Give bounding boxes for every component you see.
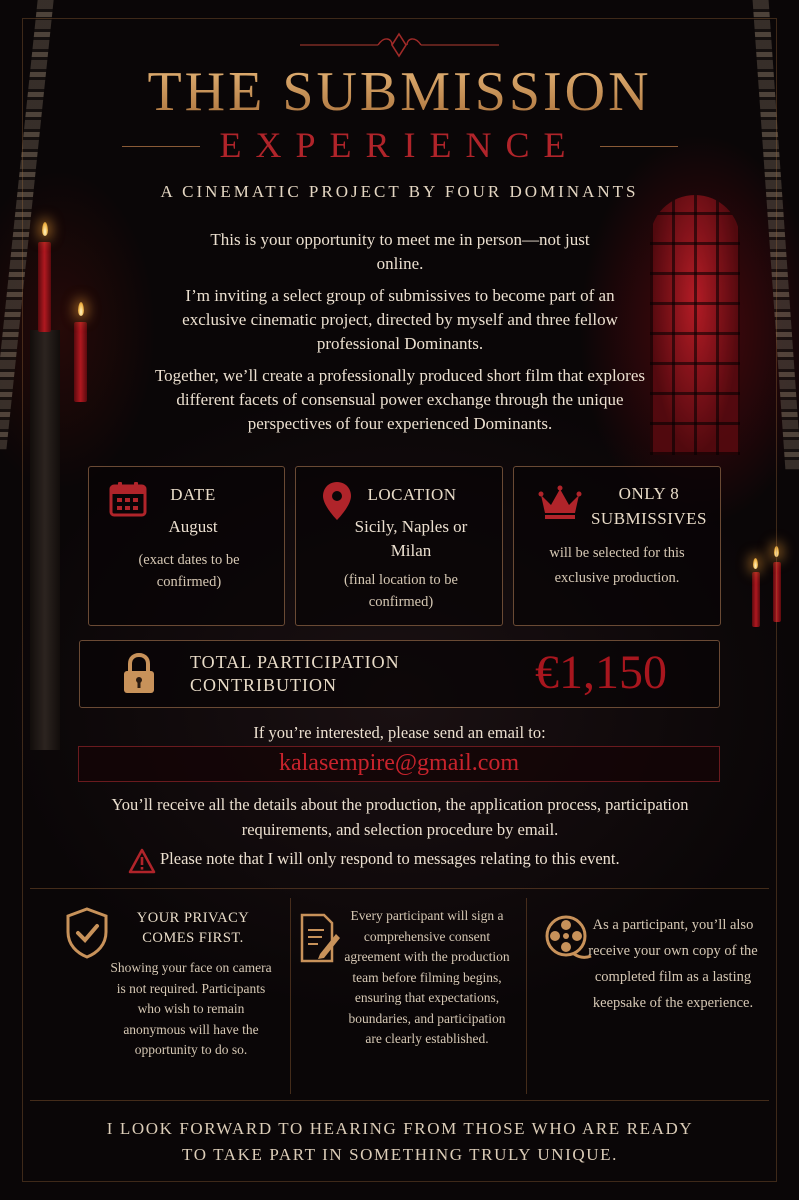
intro-paragraph-2: I’m inviting a select group of submissives to become part of an exclusive cinematic project, directed by myself and three fellow professional Dominants. <box>182 286 618 353</box>
column-divider <box>290 898 291 1094</box>
warning-text: Please note that I will only respond to messages relating to this event. <box>160 849 620 868</box>
poster-subtitle: EXPERIENCE <box>219 125 580 165</box>
location-value: Sicily, Naples or Milan <box>354 517 468 560</box>
contribution-label: TOTAL PARTICIPATION CONTRIBUTION <box>190 652 400 695</box>
location-box <box>295 466 503 626</box>
film-reel-icon <box>544 914 592 962</box>
section-divider <box>30 888 769 889</box>
column-divider <box>526 898 527 1094</box>
location-note: (final location to be confirmed) <box>344 572 458 610</box>
film-text: As a participant, you’ll also receive your own copy of the completed film as a lasting keepsake of the experience. <box>588 917 758 1011</box>
poster-title: THE SUBMISSION <box>0 60 799 124</box>
warning-icon <box>128 848 156 874</box>
date-heading: DATE <box>170 485 216 504</box>
document-pen-icon <box>298 912 342 964</box>
shield-check-icon <box>64 906 110 960</box>
email-details: You’ll receive all the details about the production, the application process, participation requirements, and selection procedure by email. <box>111 795 689 839</box>
warning-row <box>128 848 688 876</box>
consent-text: Every participant will sign a comprehensive consent agreement with the production team before filming begins, ensuring that expectations, boundaries, and participation are clearly established. <box>344 908 510 1046</box>
date-note: (exact dates to be confirmed) <box>138 552 240 590</box>
section-divider <box>30 1100 769 1101</box>
email-box <box>78 746 720 782</box>
intro-paragraph-3: Together, we’ll create a professionally produced short film that explores different facets of consensual power exchange through the unique perspectives of four experienced Dominants. <box>154 366 645 433</box>
intro-paragraph-1: This is your opportunity to meet me in person—not just online. <box>210 230 590 273</box>
closing-statement: I LOOK FORWARD TO HEARING FROM THOSE WHO ARE READY TO TAKE PART IN SOMETHING TRULY UNIQUE. <box>106 1119 694 1164</box>
padlock-icon <box>122 653 156 695</box>
email-link[interactable]: kalasempire@gmail.com <box>278 750 520 776</box>
submissives-note: will be selected for this exclusive production. <box>549 545 685 586</box>
contribution-box <box>79 640 720 708</box>
submissives-heading: ONLY 8 SUBMISSIVES <box>590 484 708 528</box>
contribution-amount: €1,150 <box>535 646 667 699</box>
calendar-icon <box>109 481 147 517</box>
location-heading: LOCATION <box>367 485 457 504</box>
top-flourish-ornament <box>300 32 499 58</box>
date-box <box>88 466 285 626</box>
submissives-box <box>513 466 721 626</box>
email-prompt: If you’re interested, please send an email to: <box>253 723 546 742</box>
date-value: August <box>168 517 218 536</box>
crown-icon <box>538 485 582 521</box>
tagline: A CINEMATIC PROJECT BY FOUR DOMINANTS <box>160 182 639 201</box>
privacy-heading: YOUR PRIVACY COMES FIRST. <box>136 910 250 946</box>
privacy-text: Showing your face on camera is not required. Participants who wish to remain anonymous will have the opportunity to do so. <box>110 960 272 1057</box>
